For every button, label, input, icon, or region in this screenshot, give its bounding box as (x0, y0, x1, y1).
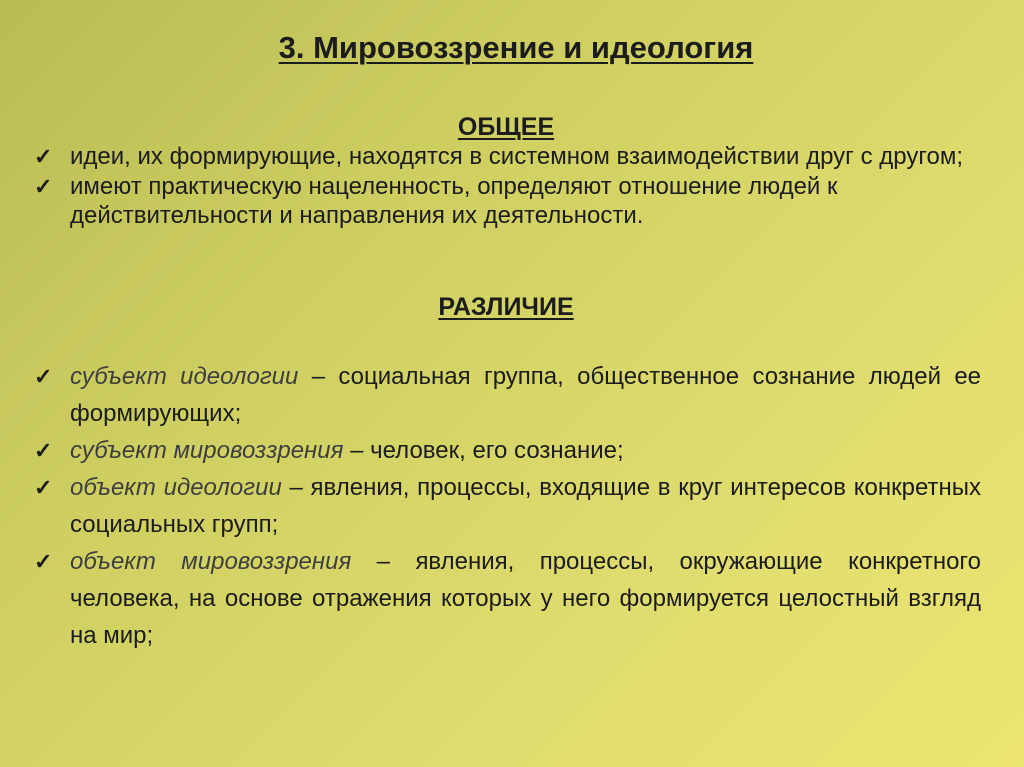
list-item-text: идеи, их формирующие, находятся в системном взаимодействии друг с другом; (70, 143, 964, 170)
list-item-text: имеют практическую нацеленность, определяют отношение людей к действительности и направления их деятельности. (70, 173, 838, 229)
separator: – (281, 474, 311, 501)
definition: явления, процессы, окружающие конкретного человека, на основе отражения которых у него формируется целостный взгляд на мир; (70, 548, 981, 649)
checkmark-icon: ✓ (34, 174, 53, 199)
slide-title: 3. Мировоззрение и идеология (278, 30, 754, 65)
separator: – (343, 437, 371, 464)
separator: – (298, 363, 339, 390)
term: объект идеологии (70, 474, 282, 501)
checkmark-icon: ✓ (34, 364, 53, 389)
list-item (34, 469, 981, 543)
definition: человек, его сознание; (370, 437, 624, 464)
list-item-text (70, 358, 981, 432)
list-item-text (70, 543, 981, 654)
definition: социальная группа, общественное сознание людей ее формирующих; (70, 363, 982, 427)
list-item-text (70, 469, 981, 543)
list-item (34, 432, 981, 469)
term: субъект мировоззрения (70, 437, 344, 464)
checkmark-icon: ✓ (34, 144, 53, 169)
list-item (34, 172, 980, 230)
list-item (34, 358, 982, 432)
definition: явления, процессы, входящие в круг интересов конкретных социальных групп; (70, 474, 981, 538)
checkmark-icon: ✓ (34, 549, 53, 574)
difference-list (34, 358, 982, 654)
term: объект мировоззрения (70, 548, 352, 575)
list-item (34, 142, 980, 171)
checkmark-icon: ✓ (34, 475, 53, 500)
common-list (34, 142, 980, 231)
common-heading: ОБЩЕЕ (457, 113, 555, 141)
difference-heading: РАЗЛИЧИЕ (438, 293, 574, 321)
list-item (34, 543, 981, 654)
checkmark-icon: ✓ (34, 438, 53, 463)
term: субъект идеологии (70, 363, 299, 390)
separator: – (351, 548, 416, 575)
list-item-text (70, 432, 981, 469)
